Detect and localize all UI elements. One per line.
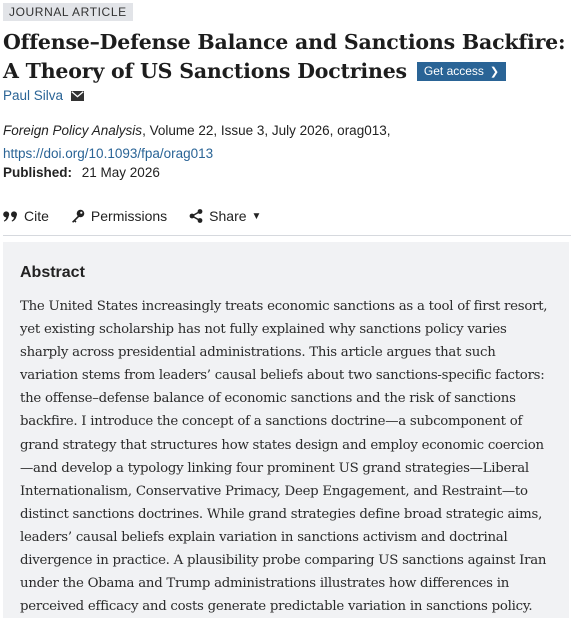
journal-name: Foreign Policy Analysis — [3, 123, 143, 138]
article-title-text: Offense–Defense Balance and Sanctions Backfire: A Theory of US Sanctions Doctrines — [3, 30, 566, 83]
permissions-label: Permissions — [90, 208, 168, 224]
author-link[interactable]: Paul Silva — [3, 88, 64, 103]
key-icon — [71, 209, 85, 223]
cite-button[interactable] — [3, 208, 49, 224]
tools-divider — [3, 235, 571, 236]
published-line — [3, 165, 160, 180]
envelope-icon[interactable] — [71, 89, 84, 104]
article-type-badge: JOURNAL ARTICLE — [3, 3, 133, 21]
published-label: Published: — [3, 165, 73, 180]
published-date: 21 May 2026 — [81, 165, 160, 180]
permissions-button[interactable] — [71, 208, 167, 224]
share-icon — [189, 209, 203, 223]
share-button[interactable] — [189, 208, 261, 224]
get-access-label: Get access — [423, 64, 484, 78]
cite-label: Cite — [24, 208, 49, 224]
chevron-right-icon: ❯ — [489, 66, 500, 78]
doi-link[interactable]: https://doi.org/10.1093/fpa/orag013 — [3, 146, 214, 161]
abstract-heading: Abstract — [20, 264, 85, 281]
caret-down-icon: ▼ — [251, 210, 262, 222]
abstract-section — [3, 242, 569, 618]
citation-block — [3, 119, 568, 165]
share-label: Share — [209, 208, 247, 224]
abstract-text: The United States increasingly treats economic sanctions as a tool of first resort, yet existing scholarship has not fully explained why sanctions policy varies sharply across presidential administrations. This article argues that such variation stems from leaders’ causal beliefs about two sanctions-specific factors: the offense–defense balance of economic sanctions and the risk of sanctions backfire. I introduce the concept of a sanctions doctrine—a subcomponent of grand strategy that structures how states design and employ economic coercion—and develop a typology linking four prominent US grand strategies—Liberal Internationalism, Conservative Primacy, Deep Engagement, and Restraint—to distinct sanctions doctrines. While grand strategies define broad strategic aims, leaders’ causal beliefs explain variation in sanctions activism and doctrinal divergence in practice. A plausibility probe comparing US sanctions against Iran under the Obama and Trump administrations illustrates how differences in perceived efficacy and costs generate predictable variation in sanctions policy. — [20, 299, 548, 615]
author-line — [3, 88, 84, 104]
article-tools — [3, 208, 568, 224]
quote-icon — [3, 211, 18, 222]
article-title — [3, 28, 568, 86]
citation-details: , Volume 22, Issue 3, July 2026, orag013, — [142, 123, 391, 138]
get-access-button[interactable] — [417, 62, 506, 81]
